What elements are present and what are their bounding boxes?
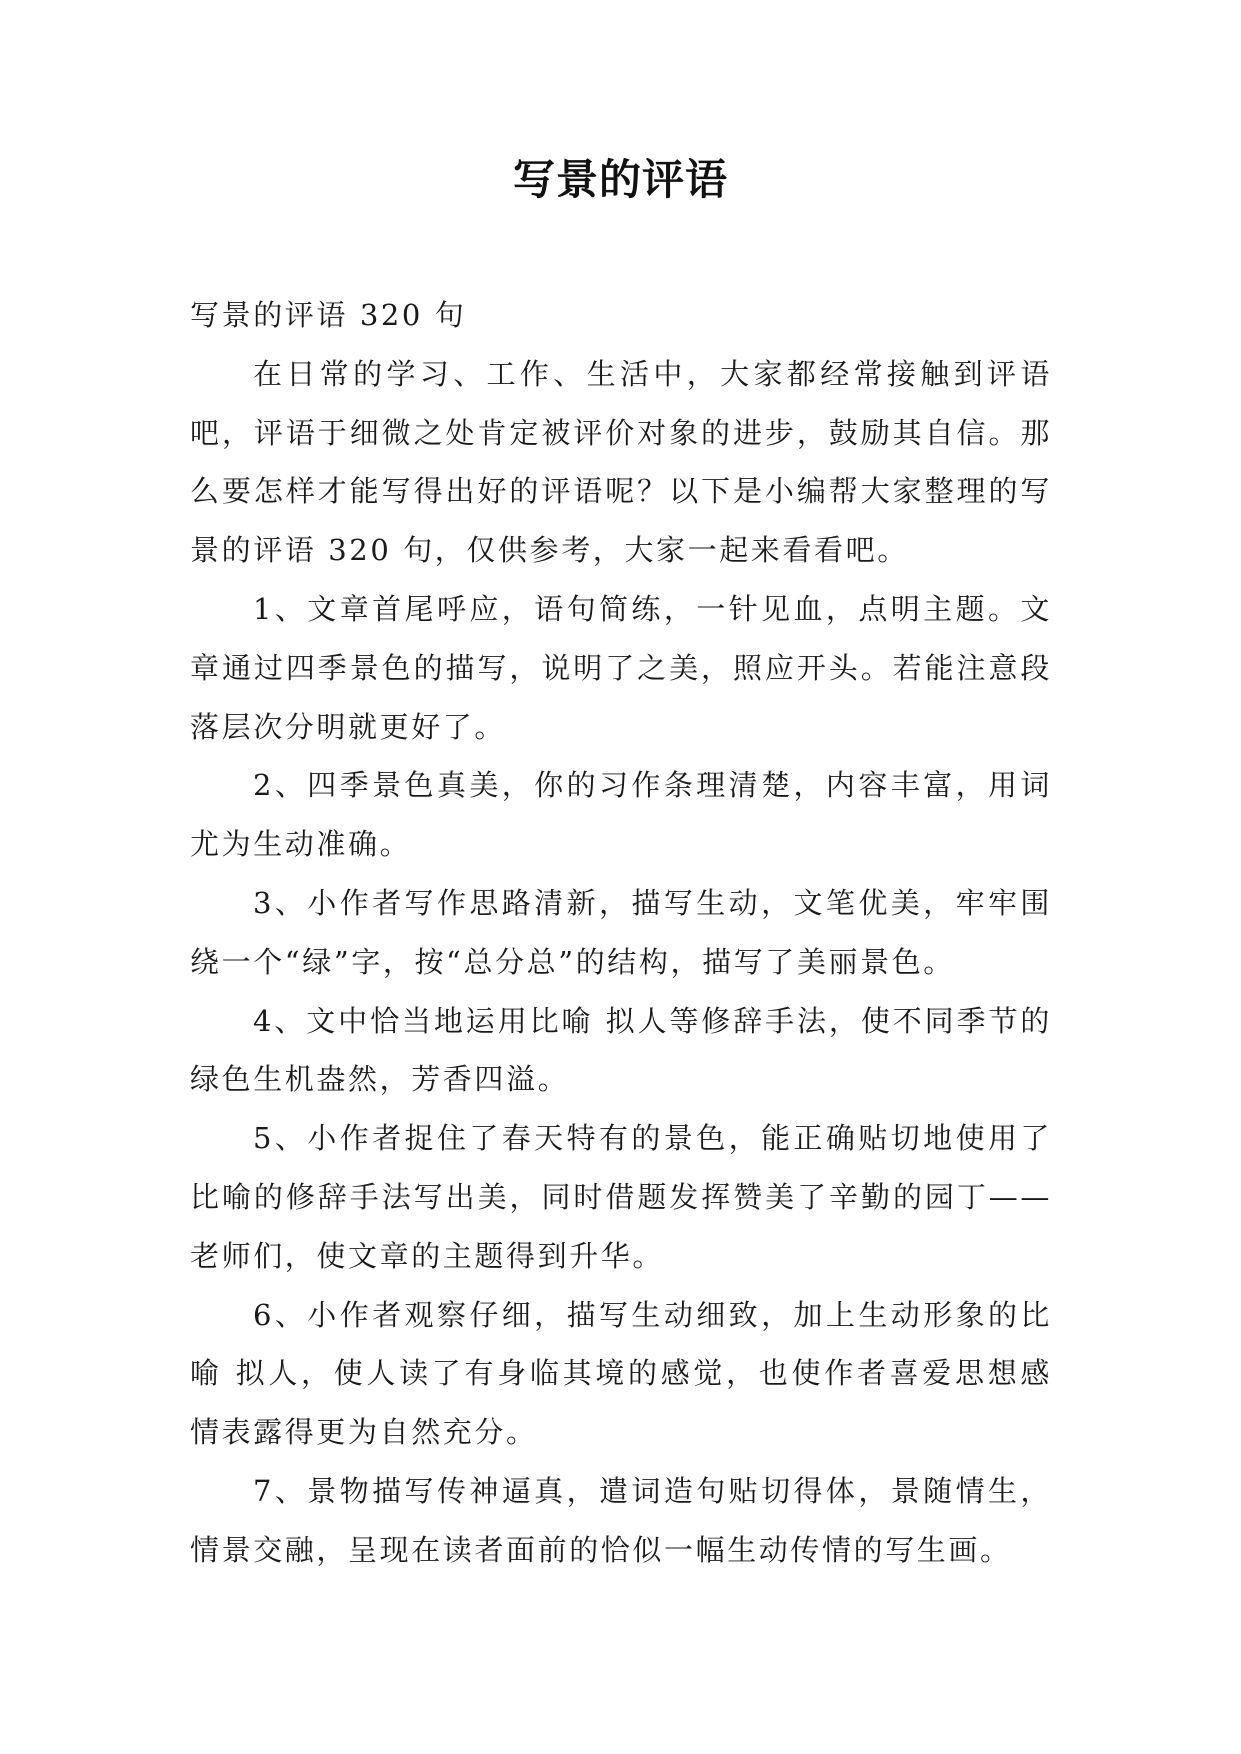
intro-paragraph: 在日常的学习、工作、生活中，大家都经常接触到评语吧，评语于细微之处肯定被评价对象的进步，鼓励其自信。那么要怎样才能写得出好的评语呢？以下是小编帮大家整理的写景的评语 320 句，仅供参考，大家一起来看看吧。 — [190, 356, 1052, 568]
comment-item-4: 4、文中恰当地运用比喻 拟人等修辞手法，使不同季节的绿色生机盎然，芳香四溢。 — [190, 1003, 1052, 1097]
comment-item-5: 5、小作者捉住了春天特有的景色，能正确贴切地使用了比喻的修辞手法写出美，同时借题发挥赞美了辛勤的园丁——老师们，使文章的主题得到升华。 — [190, 1121, 1052, 1273]
comment-item-6: 6、小作者观察仔细，描写生动细致，加上生动形象的比喻 拟人，使人读了有身临其境的感觉，也使作者喜爱思想感情表露得更为自然充分。 — [190, 1297, 1052, 1450]
comment-item-3: 3、小作者写作思路清新，描写生动，文笔优美，牢牢围绕一个“绿”字，按“总分总”的结构，描写了美丽景色。 — [190, 885, 1052, 979]
comment-item-2: 2、四季景色真美，你的习作条理清楚，内容丰富，用词尤为生动准确。 — [190, 768, 1052, 862]
comment-item-1: 1、文章首尾呼应，语句简练，一针见血，点明主题。文章通过四季景色的描写，说明了之美，照应开头。若能注意段落层次分明就更好了。 — [190, 591, 1052, 744]
document-subtitle: 写景的评语 320 句 — [190, 298, 467, 332]
comment-item-7: 7、景物描写传神逼真，遣词造句贴切得体，景随情生，情景交融，呈现在读者面前的恰似一幅生动传情的写生画。 — [190, 1473, 1052, 1567]
document-body — [190, 286, 1052, 1580]
document-title: 写景的评语 — [512, 155, 728, 204]
